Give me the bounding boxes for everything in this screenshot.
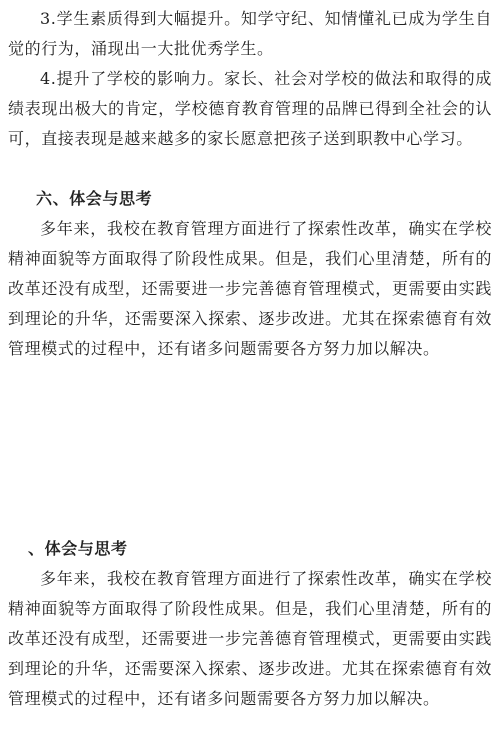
result-item-4: 4.提升了学校的影响力。家长、社会对学校的做法和取得的成绩表现出极大的肯定，学校德育教育管理的品牌已得到全社会的认可，直接表现是越来越多的家长愿意把孩子送到职教中心学习。 <box>8 69 492 148</box>
result-item-3: 3.学生素质得到大幅提升。知学守纪、知情懂礼已成为学生自觉的行为，涌现出一大批优秀学生。 <box>8 9 492 58</box>
section-paragraph-experience: 多年来，我校在教育管理方面进行了探索性改革，确实在学校精神面貌等方面取得了阶段性成果。但是，我们心里清楚，所有的改革还没有成型，还需要进一步完善德育管理模式，更需要由实践到理论的升华，还需要深入探索、逐步改进。尤其在探索德育有效管理模式的过程中，还有诸多问题需要各方努力加以解决。 <box>8 219 492 358</box>
section-heading-experience-repeat: 、体会与思考 <box>28 539 128 558</box>
section-paragraph-experience-repeat: 多年来，我校在教育管理方面进行了探索性改革，确实在学校精神面貌等方面取得了阶段性成果。但是，我们心里清楚，所有的改革还没有成型，还需要进一步完善德育管理模式，更需要由实践到理论的升华，还需要深入探索、逐步改进。尤其在探索德育有效管理模式的过程中，还有诸多问题需要各方努力加以解决。 <box>8 569 492 708</box>
blank-gap <box>0 404 500 504</box>
section-heading-experience: 六、体会与思考 <box>36 189 153 208</box>
